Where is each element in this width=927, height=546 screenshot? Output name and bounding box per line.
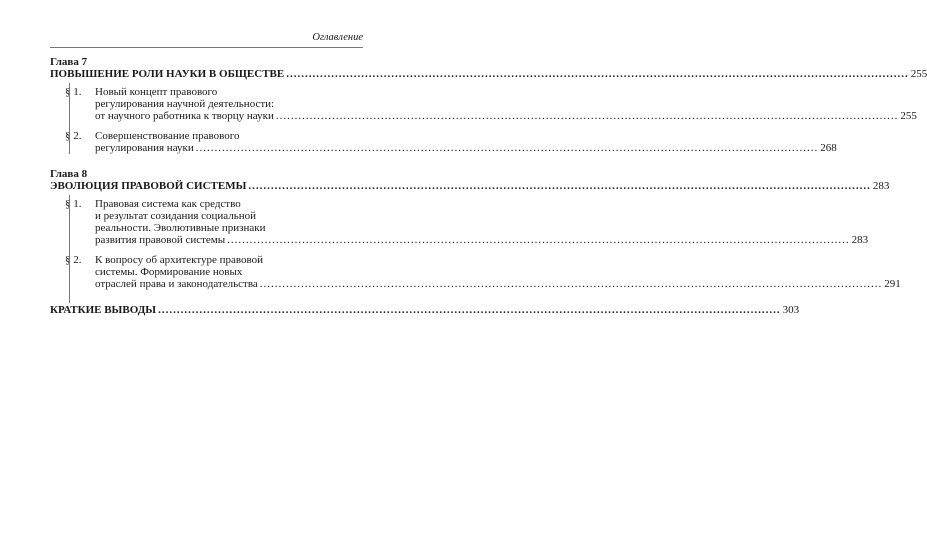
page-number: 255 bbox=[900, 110, 917, 122]
section-title-line: реальности. Эволютивные признаки bbox=[95, 222, 266, 234]
leader-dots bbox=[276, 110, 899, 122]
chapter-title-entry[interactable] bbox=[50, 68, 927, 80]
section-title-line: регулирования научной деятельности: bbox=[95, 98, 275, 110]
section-title-line: развития правовой системы bbox=[95, 234, 226, 246]
page-number: 283 bbox=[851, 234, 869, 246]
section-number: § 2. bbox=[65, 254, 82, 266]
summary-title: КРАТКИЕ ВЫВОДЫ bbox=[50, 304, 157, 316]
section-entry[interactable] bbox=[50, 130, 837, 154]
chapter-label: Глава 8 bbox=[50, 168, 88, 180]
spacer bbox=[50, 154, 363, 168]
section-title-line: и результат созидания социальной bbox=[95, 210, 257, 222]
leader-dots bbox=[248, 180, 871, 192]
summary-entry[interactable] bbox=[50, 304, 800, 316]
section-title-line: Совершенствование правового bbox=[95, 130, 240, 142]
page-number: 283 bbox=[872, 180, 890, 192]
leader-dots bbox=[227, 234, 850, 246]
section-bar bbox=[69, 83, 70, 154]
section-number: § 1. bbox=[65, 86, 82, 98]
page-number: 268 bbox=[820, 142, 837, 154]
page-number: 255 bbox=[910, 68, 927, 80]
chapter-title: ЭВОЛЮЦИЯ ПРАВОВОЙ СИСТЕМЫ bbox=[50, 180, 247, 192]
leader-dots bbox=[286, 68, 909, 80]
section-title-line: регулирования науки bbox=[95, 142, 194, 154]
section-title-line: от научного работника к творцу науки bbox=[95, 110, 274, 122]
leader-dots bbox=[260, 278, 883, 290]
section-title-line: системы. Формирование новых bbox=[95, 266, 243, 278]
table-of-contents bbox=[50, 56, 927, 316]
page-number: 303 bbox=[782, 304, 800, 316]
chapter-7 bbox=[50, 56, 927, 154]
section-bar bbox=[69, 195, 70, 303]
header-rule bbox=[50, 47, 363, 48]
chapter-title: ПОВЫШЕНИЕ РОЛИ НАУКИ В ОБЩЕСТВЕ bbox=[50, 68, 285, 80]
section-number: § 1. bbox=[65, 198, 82, 210]
section-number: § 2. bbox=[65, 130, 82, 142]
leader-dots bbox=[196, 142, 819, 154]
chapter-label: Глава 7 bbox=[50, 56, 88, 68]
section-entry[interactable] bbox=[50, 198, 869, 246]
section-title-line: К вопросу об архитектуре правовой bbox=[95, 254, 264, 266]
section-title-line: Новый концепт правового bbox=[95, 86, 218, 98]
chapter-8 bbox=[50, 168, 901, 290]
section-title-line: Правовая система как средство bbox=[95, 198, 241, 210]
chapter-title-entry[interactable] bbox=[50, 180, 890, 192]
page-number: 291 bbox=[884, 278, 901, 290]
section-title-line: отраслей права и законодательства bbox=[95, 278, 258, 290]
leader-dots bbox=[158, 304, 781, 316]
section-entry[interactable] bbox=[50, 254, 901, 290]
section-entry[interactable] bbox=[50, 86, 917, 122]
running-head: Оглавление bbox=[312, 32, 363, 43]
spacer bbox=[50, 290, 363, 304]
